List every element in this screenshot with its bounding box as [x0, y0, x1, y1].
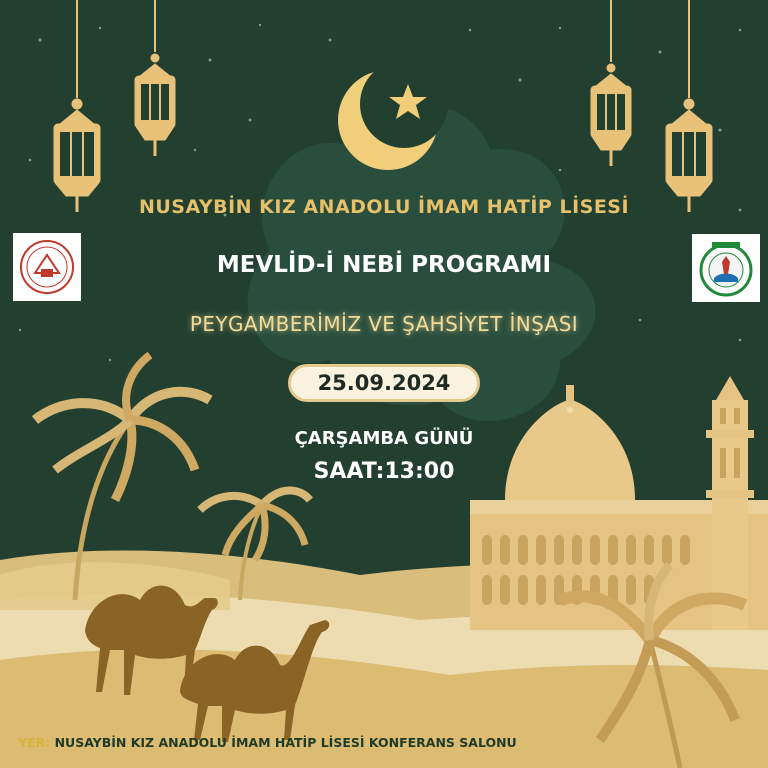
event-date: 25.09.2024: [288, 364, 480, 402]
venue: [18, 735, 517, 750]
sand-dune-front: [0, 649, 768, 768]
venue-text: NUSAYBİN KIZ ANADOLU İMAM HATİP LİSESİ KONFERANS SALONU: [54, 735, 517, 750]
lantern-icon: [666, 0, 712, 212]
venue-label: YER:: [18, 735, 51, 750]
lantern-icon: [135, 0, 175, 156]
event-time: SAAT:13:00: [313, 459, 455, 484]
school-title: NUSAYBİN KIZ ANADOLU İMAM HATİP LİSESİ: [138, 196, 630, 218]
lantern-icon: [54, 0, 100, 212]
event-day: ÇARŞAMBA GÜNÜ: [294, 428, 474, 449]
program-title: MEVLİD-İ NEBİ PROGRAMI: [216, 252, 552, 278]
lantern-icon: [591, 0, 631, 166]
program-topic: PEYGAMBERİMİZ VE ŞAHSİYET İNŞASI: [189, 312, 579, 336]
